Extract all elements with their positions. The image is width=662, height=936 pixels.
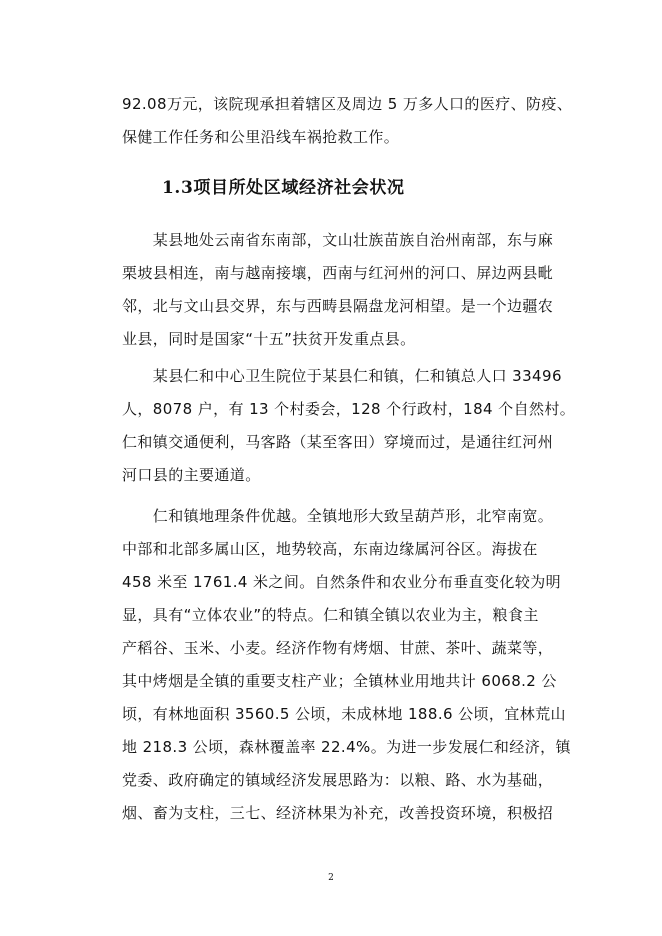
text-line: 显，具有“立体农业”的特点。仁和镇全镇以农业为主，粮食主 [122,606,539,624]
text-line: 党委、政府确定的镇域经济发展思路为：以粮、路、水为基础， [122,771,554,789]
text-line: 某县仁和中心卫生院位于某县仁和镇，仁和镇总人口 33496 [122,367,562,385]
text-line: 92.08万元，该院现承担着辖区及周边 5 万多人口的医疗、防疫、 [122,95,573,113]
text-line: 人，8078 户，有 13 个村委会，128 个行政村，184 个自然村。 [122,400,576,418]
text-line: 某县地处云南省东南部，文山壮族苗族自治州南部，东与麻 [122,231,554,249]
text-line: 栗坡县相连，南与越南接壤，西南与红河州的河口、屏边两县毗 [122,264,554,282]
text-line: 邻，北与文山县交界，东与西畴县隔盘龙河相望。是一个边疆农 [122,297,554,315]
text-line: 中部和北部多属山区，地势较高，东南边缘属河谷区。海拔在 [122,540,538,558]
text-line: 458 米至 1761.4 米之间。自然条件和农业分布垂直变化较为明 [122,573,562,591]
text-line: 其中烤烟是全镇的重要支柱产业；全镇林业用地共计 6068.2 公 [122,672,557,690]
text-line: 烟、畜为支柱，三七、经济林果为补充，改善投资环境，积极招 [122,804,554,822]
text-line: 仁和镇交通便利，马客路（某至客田）穿境而过，是通往红河州 [122,433,554,451]
text-line: 保健工作任务和公里沿线车祸抢救工作。 [122,128,400,146]
text-line: 业县，同时是国家“十五”扶贫开发重点县。 [122,330,416,348]
text-line: 地 218.3 公顷，森林覆盖率 22.4%。为进一步发展仁和经济，镇 [122,738,571,756]
text-line: 顷，有林地面积 3560.5 公顷，未成林地 188.6 公顷，宜林荒山 [122,705,566,723]
text-line: 产稻谷、玉米、小麦。经济作物有烤烟、甘蔗、茶叶、蔬菜等， [122,639,554,657]
section-heading: 1.3项目所处区域经济社会状况 [162,178,405,198]
page-number: 2 [328,873,334,883]
text-line: 仁和镇地理条件优越。全镇地形大致呈葫芦形，北窄南宽。 [122,507,554,525]
text-line: 河口县的主要通道。 [122,466,261,484]
